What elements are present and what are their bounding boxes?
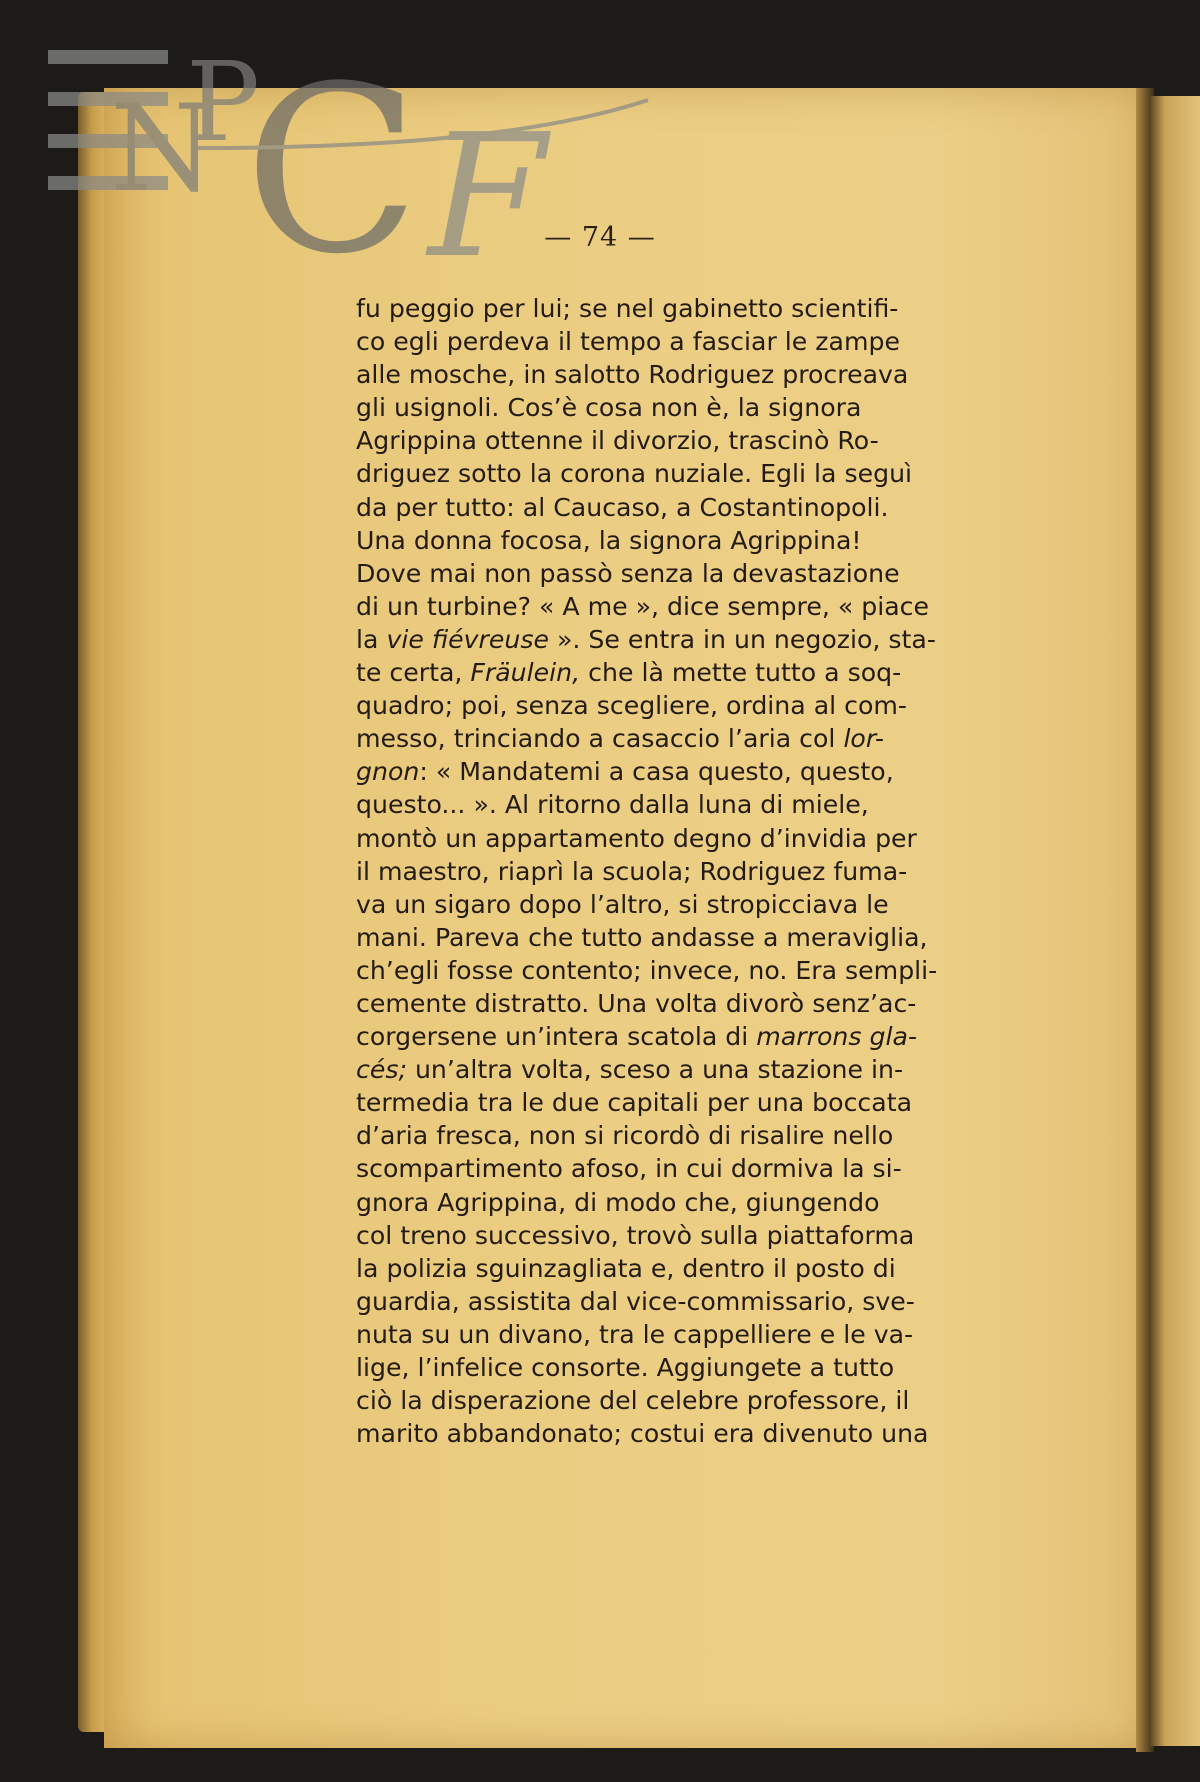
text-line: [356, 855, 986, 888]
text-span: te certa,: [356, 658, 471, 688]
text-span: corgersene un’intera scatola di: [356, 1022, 757, 1052]
text-span: il maestro, riaprì la scuola; Rodriguez fuma-: [356, 856, 908, 886]
text-span: : « Mandatemi a casa questo, questo,: [419, 757, 894, 787]
text-line: [356, 788, 986, 821]
text-line: [356, 1252, 986, 1285]
text-line: [356, 656, 986, 689]
text-span: termedia tra le due capitali per una boccata: [356, 1088, 913, 1118]
italic-text-span: gnon: [356, 757, 420, 787]
text-span: va un sigaro dopo l’altro, si stropicciava le: [356, 889, 889, 919]
text-span: marito abbandonato; costui era divenuto una: [356, 1419, 929, 1449]
watermark-letter-f: F: [428, 98, 546, 290]
text-line: [356, 1219, 986, 1252]
page-number: — 74 —: [544, 222, 656, 253]
text-line: [356, 954, 986, 987]
text-span: co egli perdeva il tempo a fasciar le zampe: [356, 327, 900, 357]
text-span: mani. Pareva che tutto andasse a meraviglia,: [356, 922, 928, 952]
text-line: [356, 358, 986, 391]
text-line: [356, 1086, 986, 1119]
italic-text-span: vie fiévreuse: [386, 624, 549, 654]
italic-text-span: cés;: [356, 1055, 407, 1085]
text-line: [356, 987, 986, 1020]
text-line: [356, 888, 986, 921]
text-span: lige, l’infelice consorte. Aggiungete a tutto: [356, 1353, 895, 1382]
text-span: un’altra volta, sceso a una stazione in-: [406, 1055, 904, 1085]
facing-page-edge: [1150, 96, 1200, 1746]
text-span: Dove mai non passò senza la devastazione: [356, 558, 900, 588]
text-span: alle mosche, in salotto Rodriguez procreava: [356, 360, 909, 390]
text-line: [356, 1285, 986, 1318]
text-line: [356, 1020, 986, 1053]
text-line: [356, 424, 986, 457]
italic-text-span: marrons gla-: [756, 1022, 917, 1052]
text-line: [356, 590, 986, 623]
text-line: [356, 1351, 986, 1384]
text-line: [356, 822, 986, 855]
text-line: [356, 1053, 986, 1086]
text-span: cemente distratto. Una volta divorò senz’ac-: [356, 988, 917, 1018]
text-line: [356, 921, 986, 954]
text-span: ciò la disperazione del celebre professore, il: [356, 1386, 910, 1416]
text-line: [356, 722, 986, 755]
text-line: [356, 391, 986, 424]
text-line: [356, 1318, 986, 1351]
text-span: d’aria fresca, non si ricordò di risalire nello: [356, 1121, 894, 1151]
text-span: nuta su un divano, tra le cappelliere e le va-: [356, 1319, 914, 1349]
text-span: che là mette tutto a soq-: [580, 658, 902, 688]
text-line: [356, 1384, 986, 1417]
italic-text-span: lor-: [843, 724, 884, 754]
text-line: [356, 292, 986, 325]
text-line: [356, 1186, 986, 1219]
text-span: fu peggio per lui; se nel gabinetto scientifi-: [356, 294, 899, 323]
text-span: Una donna focosa, la signora Agrippina!: [356, 525, 862, 555]
text-line: [356, 325, 986, 358]
text-span: gnora Agrippina, di modo che, giungendo: [356, 1187, 880, 1217]
italic-text-span: Fräulein,: [470, 658, 581, 688]
text-span: la: [356, 624, 387, 654]
text-line: [356, 1119, 986, 1152]
text-span: driguez sotto la corona nuziale. Egli la seguì: [356, 459, 913, 489]
text-span: ». Se entra in un negozio, sta-: [548, 624, 936, 654]
text-span: la polizia sguinzagliata e, dentro il posto di: [356, 1253, 896, 1283]
text-line: [356, 1152, 986, 1185]
text-span: quadro; poi, senza scegliere, ordina al com-: [356, 691, 908, 721]
text-line: [356, 491, 986, 524]
text-line: [356, 457, 986, 490]
text-line: [356, 557, 986, 590]
text-span: da per tutto: al Caucaso, a Costantinopoli.: [356, 492, 889, 522]
text-line: [356, 755, 986, 788]
text-span: messo, trinciando a casaccio l’aria col: [356, 724, 844, 754]
text-line: [356, 623, 986, 656]
watermark-letter-p: P: [186, 38, 261, 166]
text-span: scompartimento afoso, in cui dormiva la si-: [356, 1154, 902, 1184]
text-span: gli usignoli. Cos’è cosa non è, la signora: [356, 393, 862, 423]
text-line: [356, 689, 986, 722]
text-span: ch’egli fosse contento; invece, no. Era sempli-: [356, 955, 938, 985]
text-span: col treno successivo, trovò sulla piattaforma: [356, 1220, 915, 1250]
text-span: questo... ». Al ritorno dalla luna di miele,: [356, 790, 869, 820]
text-span: guardia, assistita dal vice-commissario, sve-: [356, 1286, 915, 1316]
text-line: [356, 524, 986, 557]
watermark-letter-n: N: [110, 80, 215, 219]
body-text: [356, 292, 986, 1450]
watermark-letter-c: C: [244, 38, 420, 290]
text-span: di un turbine? « A me », dice sempre, « piace: [356, 591, 930, 621]
text-span: Agrippina ottenne il divorzio, trascinò Ro-: [356, 426, 879, 456]
text-line: [356, 1417, 986, 1450]
text-span: montò un appartamento degno d’invidia per: [356, 823, 917, 853]
